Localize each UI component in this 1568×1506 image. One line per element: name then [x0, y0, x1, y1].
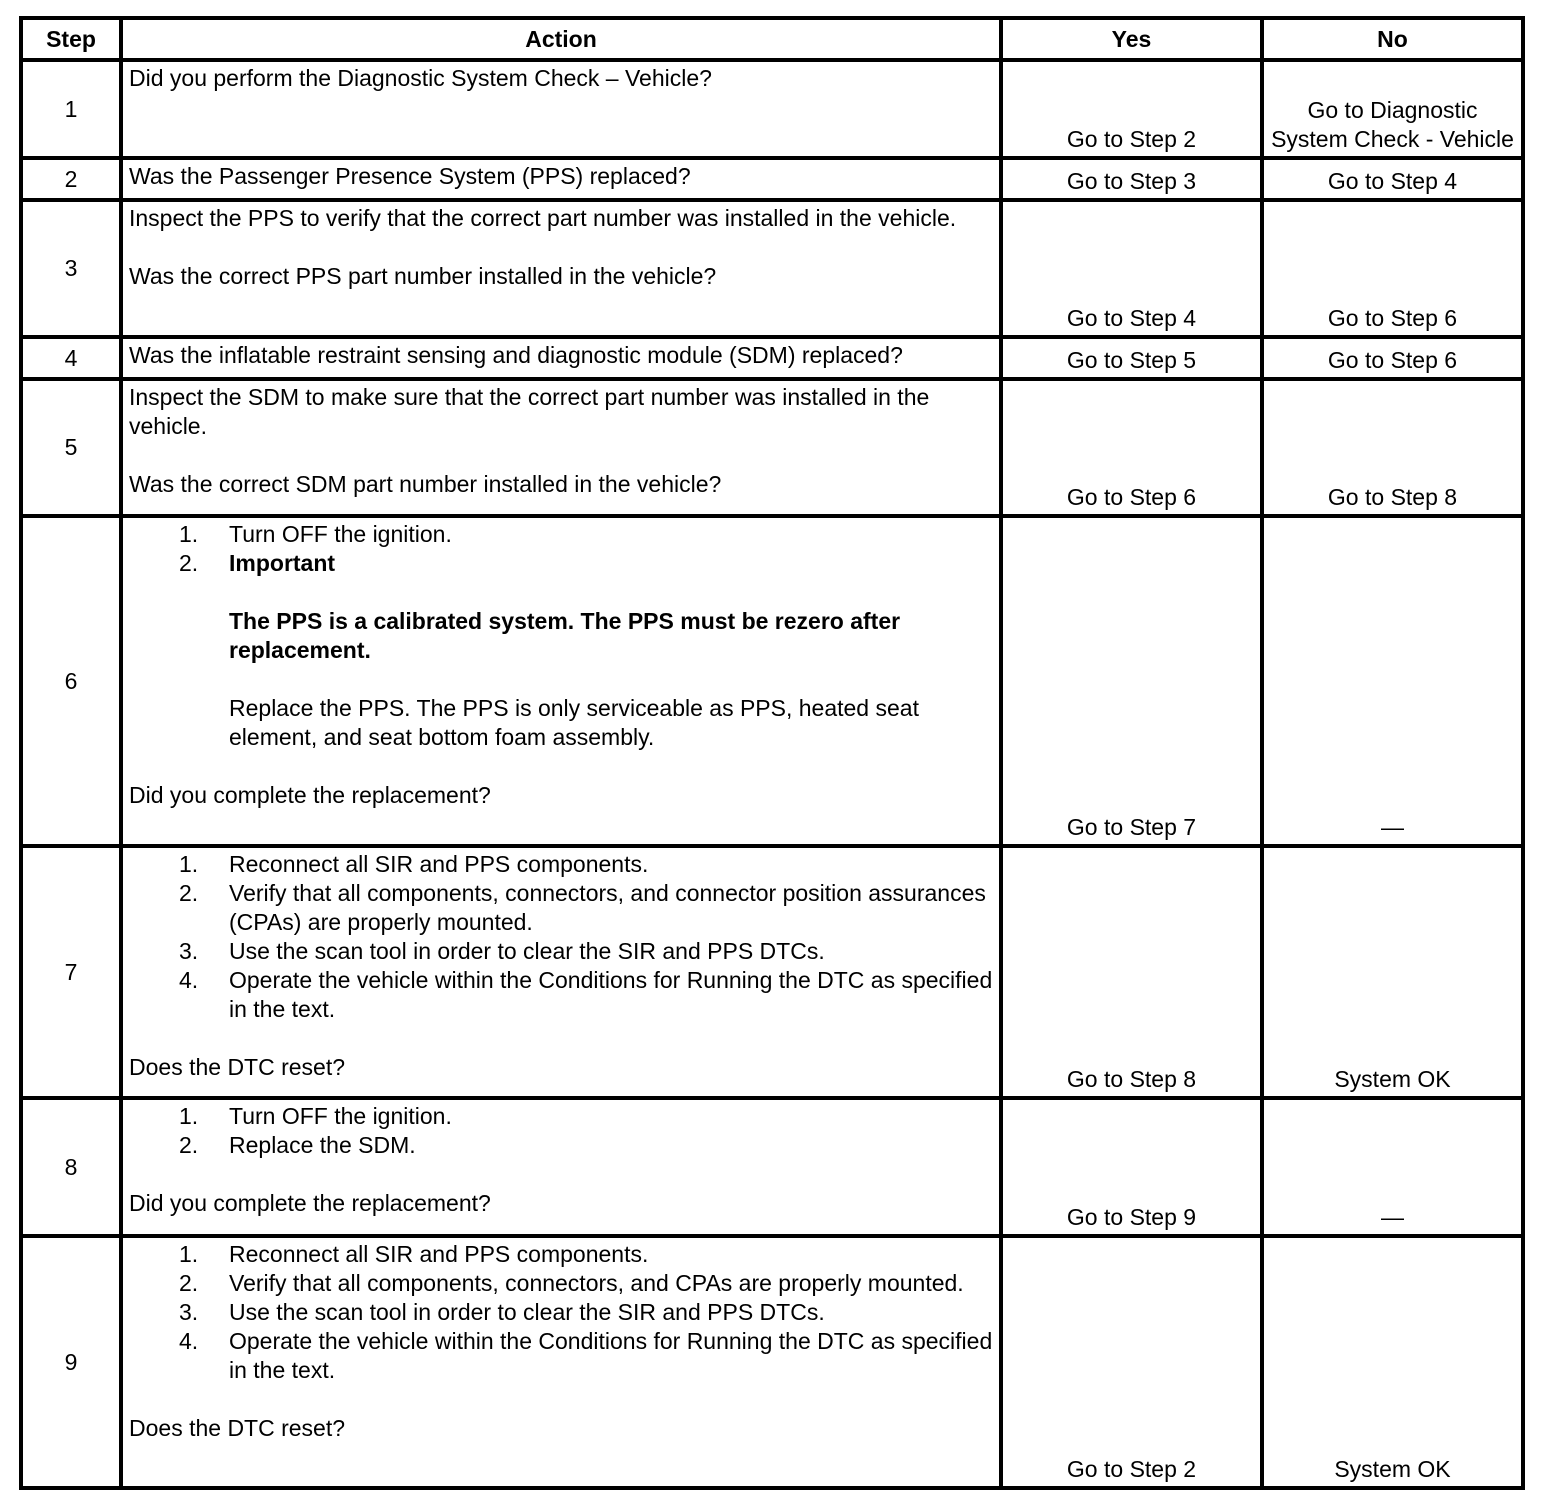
table-row — [21, 200, 1523, 337]
table-row — [21, 337, 1523, 379]
item-text: Verify that all components, connectors, and connector position assurances (CPAs) are properly mounted. — [229, 880, 986, 935]
item-text: Replace the SDM. — [229, 1132, 416, 1158]
question-text: Was the correct SDM part number installed in the vehicle? — [129, 471, 722, 497]
item-number: 3. — [179, 1299, 199, 1325]
item-number: 1. — [179, 1241, 199, 1267]
list-item — [129, 1327, 993, 1385]
question-text: Was the Passenger Presence System (PPS) replaced? — [129, 163, 691, 189]
action-cell — [121, 379, 1001, 516]
action-cell — [121, 60, 1001, 158]
item-text: Turn OFF the ignition. — [229, 1103, 452, 1129]
header-yes: Yes — [1001, 18, 1262, 60]
step-number: 5 — [21, 379, 121, 516]
list-item — [129, 879, 993, 937]
important-label: Important — [229, 550, 336, 576]
list-item — [129, 549, 993, 752]
item-text: Operate the vehicle within the Conditions for Running the DTC as specified in the text. — [229, 1328, 993, 1383]
table-row — [21, 379, 1523, 516]
instruction-list — [129, 520, 993, 752]
list-item — [129, 1298, 993, 1327]
item-number: 2. — [179, 880, 199, 906]
step-number: 3 — [21, 200, 121, 337]
item-text: Reconnect all SIR and PPS components. — [229, 851, 649, 877]
yes-cell: Go to Step 5 — [1001, 337, 1262, 379]
list-item — [129, 1131, 993, 1160]
item-number: 2. — [179, 1132, 199, 1158]
header-action: Action — [121, 18, 1001, 60]
item-text: Replace the PPS. The PPS is only serviceable as PPS, heated seat element, and seat bottom foam assembly. — [229, 695, 919, 750]
header-step: Step — [21, 18, 121, 60]
step-number: 8 — [21, 1098, 121, 1236]
table-row — [21, 158, 1523, 200]
yes-cell: Go to Step 7 — [1001, 516, 1262, 846]
table-row — [21, 60, 1523, 158]
intro-text: Inspect the PPS to verify that the correct part number was installed in the vehicle. — [129, 205, 957, 231]
yes-cell: Go to Step 4 — [1001, 200, 1262, 337]
question-text: Did you perform the Diagnostic System Check – Vehicle? — [129, 65, 712, 91]
no-cell: Go to Step 8 — [1262, 379, 1523, 516]
list-item — [129, 937, 993, 966]
question-text: Does the DTC reset? — [129, 1415, 346, 1441]
action-cell — [121, 846, 1001, 1098]
item-number: 1. — [179, 521, 199, 547]
question-text: Did you complete the replacement? — [129, 1190, 491, 1216]
action-cell — [121, 1236, 1001, 1488]
yes-cell: Go to Step 9 — [1001, 1098, 1262, 1236]
step-number: 7 — [21, 846, 121, 1098]
instruction-list — [129, 850, 993, 1024]
action-cell — [121, 200, 1001, 337]
instruction-list — [129, 1240, 993, 1385]
no-cell: Go to Step 4 — [1262, 158, 1523, 200]
item-number: 4. — [179, 1328, 199, 1354]
item-text: Turn OFF the ignition. — [229, 521, 452, 547]
step-number: 9 — [21, 1236, 121, 1488]
step-number: 1 — [21, 60, 121, 158]
action-cell — [121, 516, 1001, 846]
action-cell — [121, 158, 1001, 200]
header-row — [21, 18, 1523, 60]
table-row — [21, 846, 1523, 1098]
diagnostic-table — [19, 16, 1525, 1490]
yes-cell: Go to Step 2 — [1001, 60, 1262, 158]
table-row — [21, 516, 1523, 846]
list-item — [129, 520, 993, 549]
step-number: 4 — [21, 337, 121, 379]
yes-cell: Go to Step 8 — [1001, 846, 1262, 1098]
item-text: Verify that all components, connectors, and CPAs are properly mounted. — [229, 1270, 964, 1296]
yes-cell: Go to Step 2 — [1001, 1236, 1262, 1488]
item-text: Use the scan tool in order to clear the SIR and PPS DTCs. — [229, 938, 825, 964]
important-note: The PPS is a calibrated system. The PPS must be rezero after replacement. — [229, 608, 901, 663]
instruction-list — [129, 1102, 993, 1160]
item-text: Use the scan tool in order to clear the SIR and PPS DTCs. — [229, 1299, 825, 1325]
action-cell — [121, 1098, 1001, 1236]
item-number: 1. — [179, 851, 199, 877]
item-number: 1. — [179, 1103, 199, 1129]
step-number: 6 — [21, 516, 121, 846]
table-row — [21, 1236, 1523, 1488]
header-no: No — [1262, 18, 1523, 60]
step-number: 2 — [21, 158, 121, 200]
item-text: Reconnect all SIR and PPS components. — [229, 1241, 649, 1267]
intro-text: Inspect the SDM to make sure that the correct part number was installed in the vehicle. — [129, 384, 930, 439]
question-text: Was the inflatable restraint sensing and diagnostic module (SDM) replaced? — [129, 342, 903, 368]
no-cell: — — [1262, 516, 1523, 846]
question-text: Was the correct PPS part number installed in the vehicle? — [129, 263, 717, 289]
action-cell — [121, 337, 1001, 379]
yes-cell: Go to Step 6 — [1001, 379, 1262, 516]
item-number: 4. — [179, 967, 199, 993]
list-item — [129, 1240, 993, 1269]
question-text: Does the DTC reset? — [129, 1054, 346, 1080]
item-number: 3. — [179, 938, 199, 964]
list-item — [129, 1269, 993, 1298]
list-item — [129, 1102, 993, 1131]
no-cell: — — [1262, 1098, 1523, 1236]
no-cell: Go to Diagnostic System Check - Vehicle — [1262, 60, 1523, 158]
list-item — [129, 966, 993, 1024]
yes-cell: Go to Step 3 — [1001, 158, 1262, 200]
question-text: Did you complete the replacement? — [129, 782, 491, 808]
no-cell: System OK — [1262, 1236, 1523, 1488]
list-item — [129, 850, 993, 879]
no-cell: Go to Step 6 — [1262, 200, 1523, 337]
item-number: 2. — [179, 550, 199, 576]
no-cell: Go to Step 6 — [1262, 337, 1523, 379]
item-text: Operate the vehicle within the Conditions for Running the DTC as specified in the text. — [229, 967, 993, 1022]
no-cell: System OK — [1262, 846, 1523, 1098]
item-number: 2. — [179, 1270, 199, 1296]
table-row — [21, 1098, 1523, 1236]
